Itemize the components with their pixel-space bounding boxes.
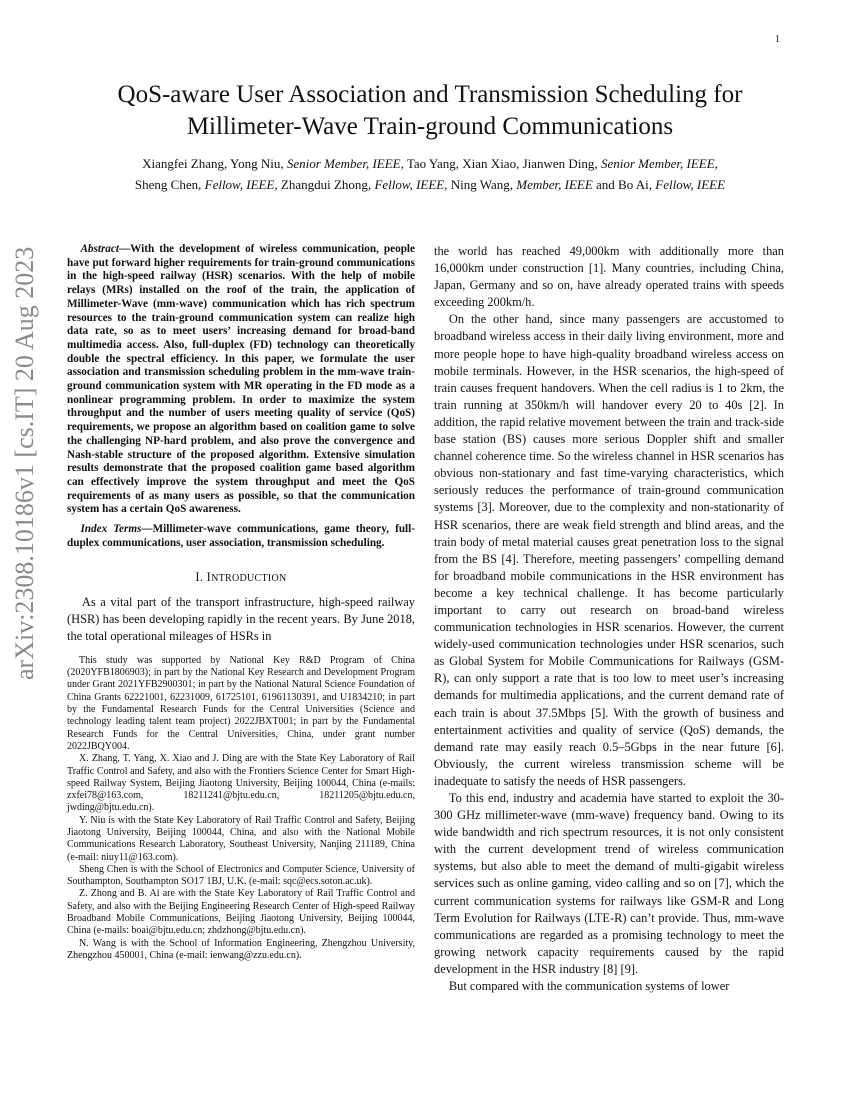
author-text: Sheng Chen, xyxy=(134,177,205,192)
author-line-2 xyxy=(60,174,800,195)
arxiv-stamp: arXiv:2308.10186v1 [cs.IT] 20 Aug 2023 xyxy=(10,246,39,680)
abstract xyxy=(67,243,415,517)
footnote-affiliation: Y. Niu is with the State Key Laboratory of Rail Traffic Control and Safety, Beijing Jiaotong University, Beijing 100044, China, and also with the National Mobile Communications Research Laboratory, Southeast University, Nanjing 211189, China (e-mail: niuy11@163.com). xyxy=(67,814,415,863)
body-paragraph: But compared with the communication systems of lower xyxy=(448,979,730,994)
section-heading-introduction xyxy=(67,569,415,587)
section-title-rest: NTRODUCTION xyxy=(211,573,287,585)
abstract-text: —With the development of wireless communication, people have put forward higher requirements for train-ground communications in the high-speed railway (HSR) scenarios. With the help of mobile relays (MRs) installed on the roof of the train, the application of Millimeter-Wave (mm-wave) communication which has rich spectrum resources to the train-ground communication system can realize high data rate, so as to meet users’ increasing demand for broad-band multimedia access. Also, full-duplex (FD) technology can theoretically double the spectral efficiency. In this paper, we formulate the user association and transmission scheduling problem in the mm-wave train-ground communication system with MR operating in the FD mode as a nonlinear programming problem. In order to maximize the system throughput and the number of users meeting quality of service (QoS) requirements, we propose an algorithm based on coalition game to solve the challenging NP-hard problem, and also prove the convergence and Nash-stable structure of the proposed algorithm. Extensive simulation results demonstrate that the proposed coalition game based algorithm can effectively improve the system throughput and meet the QoS requirements of as many users as possible, so that the communication system has a certain QoS awareness. xyxy=(67,243,415,516)
section-number: I. xyxy=(195,570,207,585)
author-title: Senior Member, IEEE xyxy=(286,156,401,171)
footnote-affiliation: Sheng Chen is with the School of Electronics and Computer Science, University of Southampton, Southampton SO17 1BJ, U.K. (e-mail: sqc@ecs.soton.ac.uk). xyxy=(67,863,415,888)
footnote-funding: This study was supported by National Key R&D Program of China (2020YFB1806903); in part by the National Key Research and Development Program under Grant 2021YFB2900301; in part by the National Natural Science Foundation of China Grants 62221001, 62231009, 61725101, 61961130391, and U1834210; in part by the Fundamental Research Funds for the Central Universities (Science and technology leading talent team project) 2022JBXT001; in part by the Fundamental Research Funds for the Central Universities, China, under grant number 2022JBQY004. xyxy=(67,654,415,752)
author-title: Fellow, IEEE xyxy=(374,177,445,192)
body-paragraph: On the other hand, since many passengers are accustomed to broadband wireless access in their daily living environment, more and more people hope to have high-quality broadband wireless access on mobile terminals. However, in the HSR scenarios, the high-speed of train causes frequent handovers. When the cell radius is 1 to 2km, the train running at 350km/h will handover every 20 to 40s [2]. In addition, the rapid relative movement between the train and track-side base station (BS) causes more serious Doppler shift and smaller channel coherence time. So the wireless channel in HSR scenarios has obvious non-stationary and fast time-varying characteristics, which seriously reduces the performance of train-ground communication systems [3]. Moreover, due to the complexity and non-stationarity of HSR scenarios, there are weak field strength and blind areas, and the train body of metal material causes great penetration loss to the signal from the BS [4]. Therefore, meeting passengers’ compelling demand for broadband mobile communications in the HSR environment has become a key technical challenge. It has become particularly important to carry out research on broad-band wireless communication technologies in HSR scenarios. However, the current widely-used communication technologies under HSR scenarios, such as Global System for Mobile Communications for Railways (GSM-R), can only support a rate that is too low to meet user’s increasing demands for multimedia applications, and the current demand rate of each train is about 37.5Mbps [5]. With the growth of business and entertainment activities and quality of service (QoS) demands, the demand rate may easily reach 0.5–5Gbps in the near future [6]. Obviously, the current wireless transmission scheme will be inadequate to satisfy the needs of HSR passengers. xyxy=(434,312,784,788)
author-text: , Tao Yang, Xian Xiao, Jianwen Ding, xyxy=(400,156,601,171)
author-title: Member, IEEE xyxy=(516,177,593,192)
section-initial: I xyxy=(206,570,212,585)
author-text: and Bo Ai, xyxy=(592,177,656,192)
author-text: , xyxy=(714,156,718,171)
footnote-affiliation: N. Wang is with the School of Information Engineering, Zhengzhou University, Zhengzhou 450001, China (e-mail: ienwang@zzu.edu.cn). xyxy=(67,937,415,961)
author-line-1 xyxy=(60,153,800,174)
author-list xyxy=(60,153,800,195)
index-terms-label: Index Terms xyxy=(80,523,142,536)
index-terms xyxy=(67,523,415,550)
author-title: Fellow, IEEE xyxy=(204,177,275,192)
abstract-label: Abstract xyxy=(80,243,119,255)
body-paragraph: To this end, industry and academia have started to exploit the 30-300 GHz millimeter-wave (mm-wave) frequency band. Owing to its wide bandwidth and rich spectrum resources, it is not only consistent with the current development trend of wireless communication systems, but also able to meet the demand of multi-gigabit wireless services such as online gaming, video calling and so on [7], which the current communication systems for railways like GSM-R and Long Term Evolution for Railways (LTE-R) can’t provide. Thus, mm-wave communications are regarded as a promising technology to meet the growing network capacity requirements caused by the rapid development in the HSR industry [8] [9]. xyxy=(434,791,784,976)
footnotes xyxy=(67,655,415,962)
body-paragraph: the world has reached 49,000km with additionally more than 16,000km under construction [1]. Many countries, including China, Japan, Germany and so on, have already operated trains with speeds exceeding 200km/h. xyxy=(434,244,784,310)
paper-title: QoS-aware User Association and Transmission Scheduling for Millimeter-Wave Train-ground Communications xyxy=(117,81,743,140)
page-number: 1 xyxy=(775,34,780,45)
right-column xyxy=(434,243,784,995)
footnote-affiliation: X. Zhang, T. Yang, X. Xiao and J. Ding are with the State Key Laboratory of Rail Traffic Control and Safety, and also with the Frontiers Science Center for Smart High-speed Railway System, Beijing Jiaotong University, Beijing 100044, China (e-mails: zxfei78@163.com, 18211241@bjtu.edu.cn, 18211205@bjtu.edu.cn, jwding@bjtu.edu.cn). xyxy=(67,753,415,814)
author-text: , Ning Wang, xyxy=(444,177,517,192)
author-title: Fellow, IEEE xyxy=(655,177,726,192)
author-title: Senior Member, IEEE xyxy=(600,156,715,171)
index-terms-text: —Millimeter-wave communications, game theory, full-duplex communications, user association, transmission scheduling. xyxy=(67,523,415,549)
author-text: Xiangfei Zhang, Yong Niu, xyxy=(142,156,287,171)
left-column xyxy=(67,243,415,962)
author-text: , Zhangdui Zhong, xyxy=(274,177,375,192)
footnote-affiliation: Z. Zhong and B. Ai are with the State Key Laboratory of Rail Traffic Control and Safety, and also with the Beijing Engineering Research Center of High-speed Railway Broadband Mobile Communications, Beijing Jiaotong University, Beijing 100044, China (e-mails: boai@bjtu.edu.cn; zhdzhong@bjtu.edu.cn). xyxy=(67,888,415,937)
intro-paragraph: As a vital part of the transport infrastructure, high-speed railway (HSR) has been developing rapidly in the recent years. By June 2018, the total operational mileages of HSRs in xyxy=(67,594,415,643)
